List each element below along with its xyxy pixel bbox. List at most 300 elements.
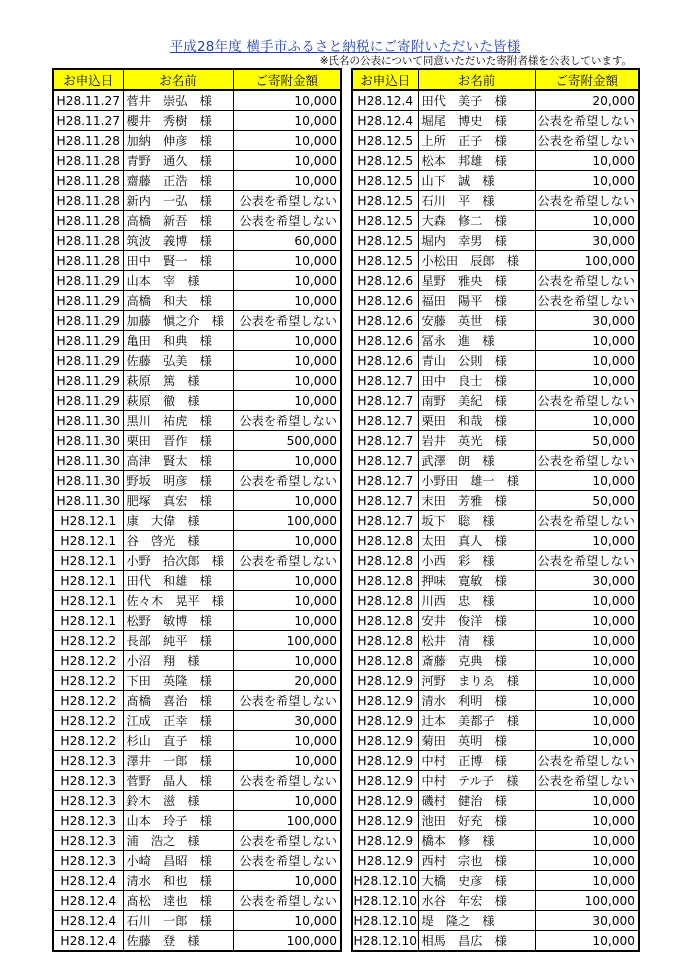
donor-name: 山下 誠 様 xyxy=(418,171,535,191)
donation-date: H28.12.1 xyxy=(53,591,123,611)
donation-date: H28.12.9 xyxy=(352,751,418,771)
donation-date: H28.11.30 xyxy=(53,471,123,491)
donor-name: 江成 正幸 様 xyxy=(123,711,233,731)
table-row xyxy=(53,111,341,131)
donation-date: H28.11.29 xyxy=(53,291,123,311)
table-row xyxy=(352,271,639,291)
table-row xyxy=(53,251,341,271)
donation-amount: 公表を希望しない xyxy=(535,111,639,131)
donation-amount: 10,000 xyxy=(233,651,341,671)
donation-amount: 10,000 xyxy=(233,751,341,771)
donation-date: H28.12.3 xyxy=(53,811,123,831)
donation-date: H28.12.7 xyxy=(352,431,418,451)
donor-name: 康 大偉 様 xyxy=(123,511,233,531)
donation-amount: 10,000 xyxy=(535,631,639,651)
table-row xyxy=(53,311,341,331)
donation-amount: 10,000 xyxy=(233,251,341,271)
donor-name: 髙松 達也 様 xyxy=(123,891,233,911)
table-row xyxy=(53,631,341,651)
donation-amount: 公表を希望しない xyxy=(535,291,639,311)
donation-date: H28.11.28 xyxy=(53,131,123,151)
donation-date: H28.11.29 xyxy=(53,311,123,331)
donation-amount: 10,000 xyxy=(535,371,639,391)
table-row xyxy=(53,751,341,771)
donor-name: 福田 陽平 様 xyxy=(418,291,535,311)
table-row xyxy=(53,571,341,591)
donation-date: H28.12.8 xyxy=(352,611,418,631)
donation-date: H28.11.29 xyxy=(53,331,123,351)
donor-name: 栗田 晋作 様 xyxy=(123,431,233,451)
donation-amount: 10,000 xyxy=(233,351,341,371)
donor-table-right xyxy=(351,68,640,952)
header-amount: ご寄附金額 xyxy=(233,69,341,90)
donation-amount: 10,000 xyxy=(535,691,639,711)
donor-rows-right xyxy=(352,90,639,951)
donor-name: 浦 浩之 様 xyxy=(123,831,233,851)
donation-amount: 公表を希望しない xyxy=(233,691,341,711)
donation-amount: 10,000 xyxy=(233,331,341,351)
donor-name: 田代 和雄 様 xyxy=(123,571,233,591)
donation-date: H28.12.6 xyxy=(352,291,418,311)
table-row xyxy=(352,611,639,631)
donation-amount: 10,000 xyxy=(233,90,341,111)
donation-date: H28.12.10 xyxy=(352,871,418,891)
donation-date: H28.12.7 xyxy=(352,491,418,511)
donation-date: H28.11.30 xyxy=(53,491,123,511)
donation-date: H28.12.8 xyxy=(352,591,418,611)
donation-amount: 100,000 xyxy=(535,891,639,911)
table-row xyxy=(352,571,639,591)
donation-date: H28.12.3 xyxy=(53,751,123,771)
table-row xyxy=(352,451,639,471)
table-row xyxy=(352,251,639,271)
donation-date: H28.12.5 xyxy=(352,151,418,171)
table-row xyxy=(352,311,639,331)
donation-amount: 10,000 xyxy=(233,611,341,631)
donor-name: 水谷 年宏 様 xyxy=(418,891,535,911)
donation-amount: 公表を希望しない xyxy=(535,551,639,571)
donor-name: 萩原 徹 様 xyxy=(123,391,233,411)
table-row xyxy=(352,231,639,251)
donor-name: 菅野 晶人 様 xyxy=(123,771,233,791)
table-row xyxy=(53,831,341,851)
table-row xyxy=(352,331,639,351)
header-amount: ご寄附金額 xyxy=(535,69,639,90)
donation-date: H28.12.4 xyxy=(53,891,123,911)
table-row xyxy=(352,131,639,151)
table-row xyxy=(53,331,341,351)
donor-name: 小西 彩 様 xyxy=(418,551,535,571)
donation-date: H28.12.4 xyxy=(53,911,123,931)
donation-amount: 10,000 xyxy=(535,811,639,831)
donor-name: 髙橋 喜治 様 xyxy=(123,691,233,711)
donor-name: 小崎 昌昭 様 xyxy=(123,851,233,871)
donor-name: 菊田 英明 様 xyxy=(418,731,535,751)
donation-amount: 10,000 xyxy=(233,271,341,291)
donation-amount: 公表を希望しない xyxy=(233,851,341,871)
donation-date: H28.12.7 xyxy=(352,411,418,431)
donation-date: H28.12.1 xyxy=(53,611,123,631)
donor-name: 小野 拾次郎 様 xyxy=(123,551,233,571)
donation-amount: 公表を希望しない xyxy=(233,831,341,851)
table-row xyxy=(53,171,341,191)
header-date: お申込日 xyxy=(352,69,418,90)
donation-amount: 10,000 xyxy=(233,911,341,931)
donation-amount: 10,000 xyxy=(233,111,341,131)
donor-name: 新内 一弘 様 xyxy=(123,191,233,211)
donation-amount: 公表を希望しない xyxy=(233,551,341,571)
table-row xyxy=(352,651,639,671)
donation-date: H28.12.4 xyxy=(352,111,418,131)
donation-date: H28.12.2 xyxy=(53,691,123,711)
donor-name: 佐藤 登 様 xyxy=(123,931,233,952)
table-row xyxy=(352,471,639,491)
donation-amount: 10,000 xyxy=(535,671,639,691)
donation-date: H28.11.28 xyxy=(53,251,123,271)
donor-name: 南野 美紀 様 xyxy=(418,391,535,411)
table-row xyxy=(53,131,341,151)
donation-amount: 50,000 xyxy=(535,431,639,451)
donor-name: 押味 寛敏 様 xyxy=(418,571,535,591)
table-row xyxy=(53,191,341,211)
donation-amount: 100,000 xyxy=(233,931,341,952)
table-row xyxy=(53,90,341,111)
table-row xyxy=(53,451,341,471)
donor-name: 斎藤 克典 様 xyxy=(418,651,535,671)
donation-date: H28.12.9 xyxy=(352,731,418,751)
table-row xyxy=(352,551,639,571)
donor-name: 黒川 祐虎 様 xyxy=(123,411,233,431)
donor-name: 中村 テル子 様 xyxy=(418,771,535,791)
header-date: お申込日 xyxy=(53,69,123,90)
donation-date: H28.12.7 xyxy=(352,391,418,411)
table-row xyxy=(352,351,639,371)
donation-date: H28.12.4 xyxy=(352,90,418,111)
donation-amount: 公表を希望しない xyxy=(233,891,341,911)
table-row xyxy=(53,371,341,391)
header-name: お名前 xyxy=(418,69,535,90)
page-title: 平成28年度 横手市ふるさと納税にご寄附いただいた皆様 xyxy=(169,39,521,55)
donation-date: H28.12.9 xyxy=(352,831,418,851)
donation-amount: 20,000 xyxy=(535,90,639,111)
donation-date: H28.11.28 xyxy=(53,151,123,171)
table-row xyxy=(53,811,341,831)
donation-date: H28.11.30 xyxy=(53,411,123,431)
donor-name: 亀田 和典 様 xyxy=(123,331,233,351)
donor-name: 谷 啓光 様 xyxy=(123,531,233,551)
donor-name: 小沼 翔 様 xyxy=(123,651,233,671)
donation-amount: 公表を希望しない xyxy=(233,771,341,791)
donor-name: 辻本 美都子 様 xyxy=(418,711,535,731)
donation-amount: 10,000 xyxy=(233,291,341,311)
donation-amount: 10,000 xyxy=(535,331,639,351)
table-row xyxy=(352,711,639,731)
donor-name: 末田 芳雅 様 xyxy=(418,491,535,511)
donation-amount: 10,000 xyxy=(535,151,639,171)
table-row xyxy=(53,851,341,871)
donation-date: H28.12.5 xyxy=(352,171,418,191)
donor-name: 冨永 進 様 xyxy=(418,331,535,351)
donation-amount: 60,000 xyxy=(233,231,341,251)
table-row xyxy=(352,791,639,811)
table-row xyxy=(352,291,639,311)
donation-date: H28.12.8 xyxy=(352,651,418,671)
donation-amount: 公表を希望しない xyxy=(535,511,639,531)
donor-name: 小野田 雄一 様 xyxy=(418,471,535,491)
donor-name: 松本 邦雄 様 xyxy=(418,151,535,171)
donor-name: 山本 玲子 様 xyxy=(123,811,233,831)
table-row xyxy=(352,491,639,511)
table-row xyxy=(352,151,639,171)
table-row xyxy=(352,691,639,711)
donor-name: 青山 公則 様 xyxy=(418,351,535,371)
donation-amount: 100,000 xyxy=(233,811,341,831)
table-row xyxy=(352,391,639,411)
donor-name: 武澤 朗 様 xyxy=(418,451,535,471)
donation-date: H28.12.5 xyxy=(352,191,418,211)
donation-date: H28.12.3 xyxy=(53,771,123,791)
donation-date: H28.12.9 xyxy=(352,771,418,791)
donor-name: 栗田 和哉 様 xyxy=(418,411,535,431)
donation-amount: 10,000 xyxy=(233,131,341,151)
donation-amount: 公表を希望しない xyxy=(233,471,341,491)
donation-amount: 10,000 xyxy=(535,871,639,891)
donation-date: H28.12.10 xyxy=(352,911,418,931)
donation-date: H28.12.1 xyxy=(53,571,123,591)
donation-amount: 10,000 xyxy=(535,471,639,491)
donor-name: 高橋 和夫 様 xyxy=(123,291,233,311)
donation-amount: 10,000 xyxy=(535,351,639,371)
donor-name: 河野 まりゑ 様 xyxy=(418,671,535,691)
donation-amount: 10,000 xyxy=(233,451,341,471)
donor-name: 安井 俊洋 様 xyxy=(418,611,535,631)
table-row xyxy=(352,851,639,871)
donation-amount: 公表を希望しない xyxy=(233,311,341,331)
donor-name: 上所 正子 様 xyxy=(418,131,535,151)
donor-name: 石川 平 様 xyxy=(418,191,535,211)
table-row xyxy=(53,671,341,691)
donation-date: H28.11.29 xyxy=(53,391,123,411)
donor-rows-left xyxy=(53,90,341,951)
donation-date: H28.12.1 xyxy=(53,511,123,531)
donation-date: H28.11.29 xyxy=(53,351,123,371)
donor-name: 田代 美子 様 xyxy=(418,90,535,111)
table-row xyxy=(352,511,639,531)
table-row xyxy=(53,691,341,711)
donation-date: H28.12.3 xyxy=(53,791,123,811)
donation-date: H28.12.10 xyxy=(352,931,418,952)
donation-amount: 10,000 xyxy=(233,531,341,551)
table-row xyxy=(53,771,341,791)
table-row xyxy=(53,871,341,891)
donation-date: H28.12.5 xyxy=(352,131,418,151)
table-row xyxy=(53,711,341,731)
donation-date: H28.12.6 xyxy=(352,271,418,291)
table-row xyxy=(352,591,639,611)
table-row xyxy=(352,911,639,931)
donor-name: 太田 真人 様 xyxy=(418,531,535,551)
table-row xyxy=(53,591,341,611)
donor-name: 大橋 史彦 様 xyxy=(418,871,535,891)
donation-date: H28.12.1 xyxy=(53,551,123,571)
donation-amount: 公表を希望しない xyxy=(535,771,639,791)
table-row xyxy=(352,931,639,952)
donation-date: H28.12.5 xyxy=(352,231,418,251)
donation-amount: 30,000 xyxy=(233,711,341,731)
donation-date: H28.12.8 xyxy=(352,631,418,651)
donor-name: 齋藤 正浩 様 xyxy=(123,171,233,191)
donation-amount: 100,000 xyxy=(233,631,341,651)
table-header-row xyxy=(352,69,639,90)
table-row xyxy=(53,511,341,531)
table-row xyxy=(53,151,341,171)
donation-amount: 10,000 xyxy=(535,851,639,871)
donation-date: H28.12.8 xyxy=(352,551,418,571)
donation-amount: 10,000 xyxy=(233,871,341,891)
donor-name: 清水 利明 様 xyxy=(418,691,535,711)
donation-date: H28.12.7 xyxy=(352,451,418,471)
donor-name: 松井 清 様 xyxy=(418,631,535,651)
donation-amount: 50,000 xyxy=(535,491,639,511)
donor-name: 西村 宗也 様 xyxy=(418,851,535,871)
table-row xyxy=(53,231,341,251)
table-row xyxy=(53,531,341,551)
donor-name: 佐々木 晃平 様 xyxy=(123,591,233,611)
donation-date: H28.12.9 xyxy=(352,671,418,691)
donor-name: 杉山 直子 様 xyxy=(123,731,233,751)
table-row xyxy=(352,371,639,391)
donor-name: 小松田 辰郎 様 xyxy=(418,251,535,271)
table-row xyxy=(352,731,639,751)
table-row xyxy=(352,111,639,131)
donation-date: H28.12.10 xyxy=(352,891,418,911)
donation-date: H28.12.8 xyxy=(352,571,418,591)
donation-date: H28.12.6 xyxy=(352,351,418,371)
donor-name: 肥塚 真宏 様 xyxy=(123,491,233,511)
donation-amount: 10,000 xyxy=(233,791,341,811)
table-row xyxy=(352,171,639,191)
donation-amount: 公表を希望しない xyxy=(535,271,639,291)
donation-amount: 500,000 xyxy=(233,431,341,451)
donation-amount: 30,000 xyxy=(535,311,639,331)
donation-date: H28.11.27 xyxy=(53,111,123,131)
table-row xyxy=(53,651,341,671)
donor-name: 加藤 愼之介 様 xyxy=(123,311,233,331)
donor-name: 堀内 幸男 様 xyxy=(418,231,535,251)
donation-date: H28.12.4 xyxy=(53,871,123,891)
donation-amount: 公表を希望しない xyxy=(535,131,639,151)
table-row xyxy=(53,351,341,371)
table-header-row xyxy=(53,69,341,90)
donation-date: H28.11.30 xyxy=(53,431,123,451)
donation-date: H28.12.9 xyxy=(352,791,418,811)
table-row xyxy=(53,611,341,631)
donation-date: H28.11.30 xyxy=(53,451,123,471)
donor-name: 堀尾 博史 様 xyxy=(418,111,535,131)
header-name: お名前 xyxy=(123,69,233,90)
donor-name: 池田 好充 様 xyxy=(418,811,535,831)
donation-date: H28.11.28 xyxy=(53,231,123,251)
donor-name: 橋本 修 様 xyxy=(418,831,535,851)
table-row xyxy=(352,531,639,551)
donation-date: H28.12.7 xyxy=(352,471,418,491)
donation-amount: 10,000 xyxy=(535,611,639,631)
donation-amount: 10,000 xyxy=(535,591,639,611)
table-row xyxy=(352,891,639,911)
table-row xyxy=(352,671,639,691)
table-row xyxy=(53,551,341,571)
donation-amount: 公表を希望しない xyxy=(233,411,341,431)
table-row xyxy=(352,811,639,831)
table-row xyxy=(53,211,341,231)
donation-amount: 30,000 xyxy=(535,231,639,251)
donation-date: H28.11.29 xyxy=(53,271,123,291)
donation-date: H28.12.5 xyxy=(352,211,418,231)
donor-name: 安藤 英世 様 xyxy=(418,311,535,331)
donation-amount: 10,000 xyxy=(535,171,639,191)
donation-amount: 10,000 xyxy=(535,651,639,671)
donor-name: 下田 英隆 様 xyxy=(123,671,233,691)
donation-amount: 10,000 xyxy=(535,831,639,851)
donation-date: H28.11.29 xyxy=(53,371,123,391)
donor-name: 佐藤 弘美 様 xyxy=(123,351,233,371)
donor-table-left xyxy=(52,68,342,952)
donation-amount: 10,000 xyxy=(233,151,341,171)
donation-amount: 公表を希望しない xyxy=(233,211,341,231)
donor-name: 萩原 篤 様 xyxy=(123,371,233,391)
donation-date: H28.12.2 xyxy=(53,671,123,691)
donation-amount: 10,000 xyxy=(535,411,639,431)
donation-date: H28.12.9 xyxy=(352,851,418,871)
donation-amount: 10,000 xyxy=(535,931,639,952)
donation-amount: 10,000 xyxy=(233,571,341,591)
donation-date: H28.11.27 xyxy=(53,90,123,111)
table-row xyxy=(352,191,639,211)
donor-name: 山本 宰 様 xyxy=(123,271,233,291)
donation-amount: 10,000 xyxy=(233,591,341,611)
donation-date: H28.12.1 xyxy=(53,531,123,551)
donor-name: 清水 和也 様 xyxy=(123,871,233,891)
donation-date: H28.12.4 xyxy=(53,931,123,952)
table-row xyxy=(53,431,341,451)
donor-name: 石川 一郎 様 xyxy=(123,911,233,931)
donor-name: 筑波 義博 様 xyxy=(123,231,233,251)
table-row xyxy=(53,791,341,811)
table-row xyxy=(352,631,639,651)
donation-date: H28.12.2 xyxy=(53,711,123,731)
donation-amount: 公表を希望しない xyxy=(535,451,639,471)
donation-date: H28.12.2 xyxy=(53,631,123,651)
donation-amount: 10,000 xyxy=(233,731,341,751)
table-row xyxy=(352,771,639,791)
table-row xyxy=(352,751,639,771)
donation-amount: 公表を希望しない xyxy=(535,191,639,211)
table-row xyxy=(352,431,639,451)
table-row xyxy=(53,731,341,751)
donor-name: 堤 隆之 様 xyxy=(418,911,535,931)
donor-name: 長部 純平 様 xyxy=(123,631,233,651)
donation-date: H28.12.5 xyxy=(352,251,418,271)
donation-date: H28.12.7 xyxy=(352,371,418,391)
donor-name: 櫻井 秀樹 様 xyxy=(123,111,233,131)
donor-name: 高橋 新吾 様 xyxy=(123,211,233,231)
donation-amount: 10,000 xyxy=(535,711,639,731)
donation-amount: 公表を希望しない xyxy=(535,391,639,411)
donation-amount: 100,000 xyxy=(233,511,341,531)
donation-amount: 10,000 xyxy=(233,491,341,511)
donation-amount: 10,000 xyxy=(233,391,341,411)
table-row xyxy=(352,211,639,231)
